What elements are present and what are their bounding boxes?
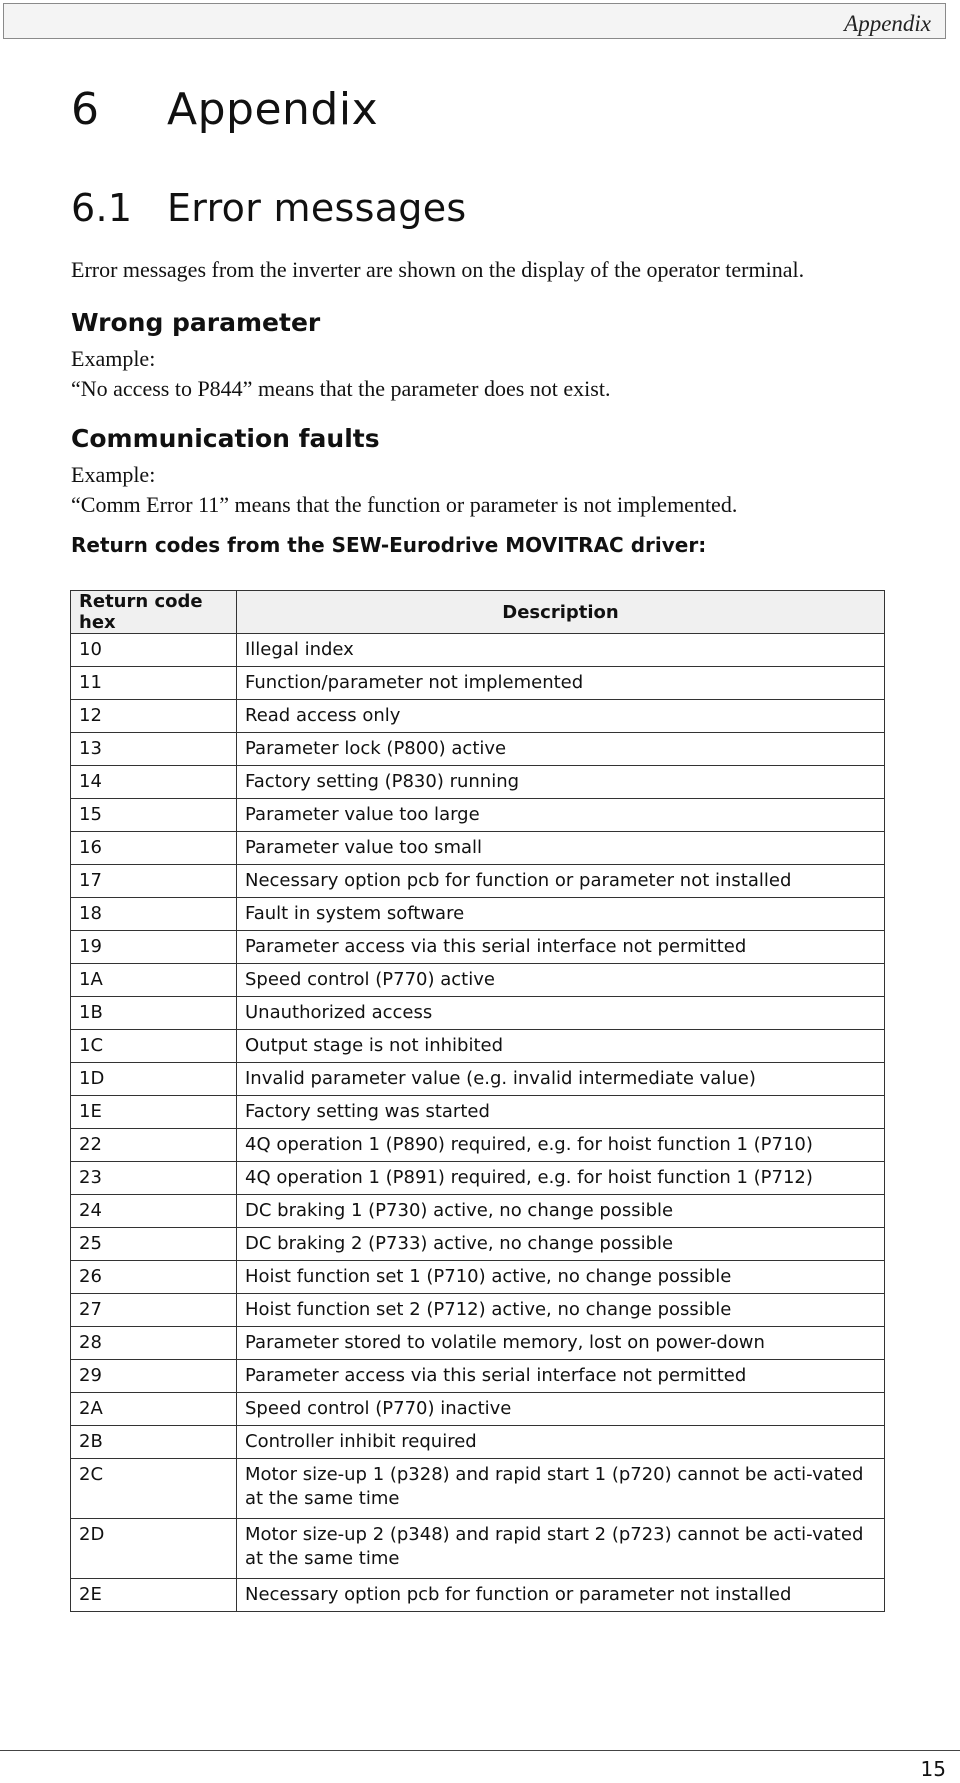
- running-header: [3, 3, 946, 39]
- chapter-number: 6: [71, 84, 100, 135]
- table-row: [71, 1393, 885, 1426]
- table-row: [71, 1459, 885, 1519]
- table-row: [71, 634, 885, 667]
- wrong-parameter-example-label: Example:: [71, 346, 156, 371]
- description-cell: 4Q operation 1 (P891) required, e.g. for hoist function 1 (P712): [237, 1162, 885, 1195]
- table-body: [71, 634, 885, 1612]
- description-cell: Read access only: [237, 700, 885, 733]
- description-cell: Speed control (P770) inactive: [237, 1393, 885, 1426]
- return-code-cell: 1A: [71, 964, 237, 997]
- description-cell: Parameter access via this serial interface not permitted: [237, 931, 885, 964]
- table-row: [71, 1228, 885, 1261]
- description-cell: Hoist function set 2 (P712) active, no change possible: [237, 1294, 885, 1327]
- return-code-cell: 14: [71, 766, 237, 799]
- description-cell: Necessary option pcb for function or parameter not installed: [237, 1579, 885, 1612]
- table-row: [71, 898, 885, 931]
- table-row: [71, 997, 885, 1030]
- return-code-cell: 2C: [71, 1459, 237, 1519]
- return-code-cell: 17: [71, 865, 237, 898]
- table-row: [71, 964, 885, 997]
- description-cell: Necessary option pcb for function or parameter not installed: [237, 865, 885, 898]
- table-header-row: [71, 591, 885, 634]
- return-code-cell: 1E: [71, 1096, 237, 1129]
- return-code-cell: 1B: [71, 997, 237, 1030]
- description-cell: Output stage is not inhibited: [237, 1030, 885, 1063]
- return-code-cell: 11: [71, 667, 237, 700]
- return-code-cell: 2A: [71, 1393, 237, 1426]
- description-cell: Parameter lock (P800) active: [237, 733, 885, 766]
- table-row: [71, 1327, 885, 1360]
- description-cell: Controller inhibit required: [237, 1426, 885, 1459]
- running-header-title: Appendix: [844, 11, 931, 36]
- table-row: [71, 1426, 885, 1459]
- table-row: [71, 1096, 885, 1129]
- return-code-cell: 2E: [71, 1579, 237, 1612]
- description-cell: Parameter stored to volatile memory, lost on power-down: [237, 1327, 885, 1360]
- table-row: [71, 667, 885, 700]
- return-code-cell: 28: [71, 1327, 237, 1360]
- return-code-cell: 2B: [71, 1426, 237, 1459]
- return-code-cell: 2D: [71, 1519, 237, 1579]
- communication-faults-example-label: Example:: [71, 462, 156, 487]
- return-code-cell: 12: [71, 700, 237, 733]
- return-code-cell: 15: [71, 799, 237, 832]
- return-code-cell: 1C: [71, 1030, 237, 1063]
- return-code-cell: 22: [71, 1129, 237, 1162]
- chapter-title: Appendix: [167, 84, 379, 135]
- return-code-cell: 25: [71, 1228, 237, 1261]
- return-code-cell: 29: [71, 1360, 237, 1393]
- return-code-cell: 19: [71, 931, 237, 964]
- return-code-cell: 26: [71, 1261, 237, 1294]
- return-code-cell: 23: [71, 1162, 237, 1195]
- column-header-description: Description: [237, 591, 885, 634]
- description-cell: Unauthorized access: [237, 997, 885, 1030]
- description-cell: Hoist function set 1 (P710) active, no change possible: [237, 1261, 885, 1294]
- table-row: [71, 1579, 885, 1612]
- table-row: [71, 700, 885, 733]
- chapter-heading: [71, 84, 378, 135]
- page-number: 15: [920, 1757, 946, 1781]
- description-cell: Parameter access via this serial interface not permitted: [237, 1360, 885, 1393]
- return-code-cell: 10: [71, 634, 237, 667]
- table-row: [71, 1360, 885, 1393]
- description-cell: Factory setting was started: [237, 1096, 885, 1129]
- description-cell: Parameter value too small: [237, 832, 885, 865]
- table-row: [71, 865, 885, 898]
- return-codes-table: [70, 590, 885, 1612]
- wrong-parameter-example-text: “No access to P844” means that the parameter does not exist.: [71, 376, 611, 401]
- table-row: [71, 832, 885, 865]
- description-cell: Function/parameter not implemented: [237, 667, 885, 700]
- description-cell: DC braking 1 (P730) active, no change possible: [237, 1195, 885, 1228]
- return-code-cell: 18: [71, 898, 237, 931]
- footer-rule: [0, 1750, 960, 1751]
- description-cell: Invalid parameter value (e.g. invalid intermediate value): [237, 1063, 885, 1096]
- description-cell: Speed control (P770) active: [237, 964, 885, 997]
- return-code-cell: 24: [71, 1195, 237, 1228]
- return-codes-heading: Return codes from the SEW-Eurodrive MOVITRAC driver:: [71, 533, 707, 557]
- section-heading: [71, 186, 466, 230]
- description-cell: Motor size-up 1 (p328) and rapid start 1 (p720) cannot be acti-vated at the same time: [237, 1459, 885, 1519]
- description-cell: Motor size-up 2 (p348) and rapid start 2 (p723) cannot be acti-vated at the same time: [237, 1519, 885, 1579]
- table-row: [71, 1195, 885, 1228]
- table-row: [71, 931, 885, 964]
- table-row: [71, 1519, 885, 1579]
- wrong-parameter-heading: Wrong parameter: [71, 308, 321, 337]
- section-title: Error messages: [167, 186, 467, 230]
- description-cell: DC braking 2 (P733) active, no change possible: [237, 1228, 885, 1261]
- description-cell: Fault in system software: [237, 898, 885, 931]
- table-row: [71, 799, 885, 832]
- communication-faults-heading: Communication faults: [71, 424, 380, 453]
- intro-paragraph: Error messages from the inverter are shown on the display of the operator terminal.: [71, 257, 805, 282]
- table-row: [71, 1294, 885, 1327]
- return-code-cell: 16: [71, 832, 237, 865]
- return-code-cell: 27: [71, 1294, 237, 1327]
- section-number: 6.1: [71, 186, 133, 230]
- communication-faults-example-text: “Comm Error 11” means that the function or parameter is not implemented.: [71, 492, 738, 517]
- table-row: [71, 1162, 885, 1195]
- table-row: [71, 1030, 885, 1063]
- description-cell: Factory setting (P830) running: [237, 766, 885, 799]
- table-row: [71, 1063, 885, 1096]
- return-code-cell: 1D: [71, 1063, 237, 1096]
- description-cell: 4Q operation 1 (P890) required, e.g. for hoist function 1 (P710): [237, 1129, 885, 1162]
- column-header-code: Return code hex: [71, 591, 237, 634]
- description-cell: Illegal index: [237, 634, 885, 667]
- return-code-cell: 13: [71, 733, 237, 766]
- table-row: [71, 766, 885, 799]
- table-row: [71, 1129, 885, 1162]
- table-row: [71, 1261, 885, 1294]
- description-cell: Parameter value too large: [237, 799, 885, 832]
- table-row: [71, 733, 885, 766]
